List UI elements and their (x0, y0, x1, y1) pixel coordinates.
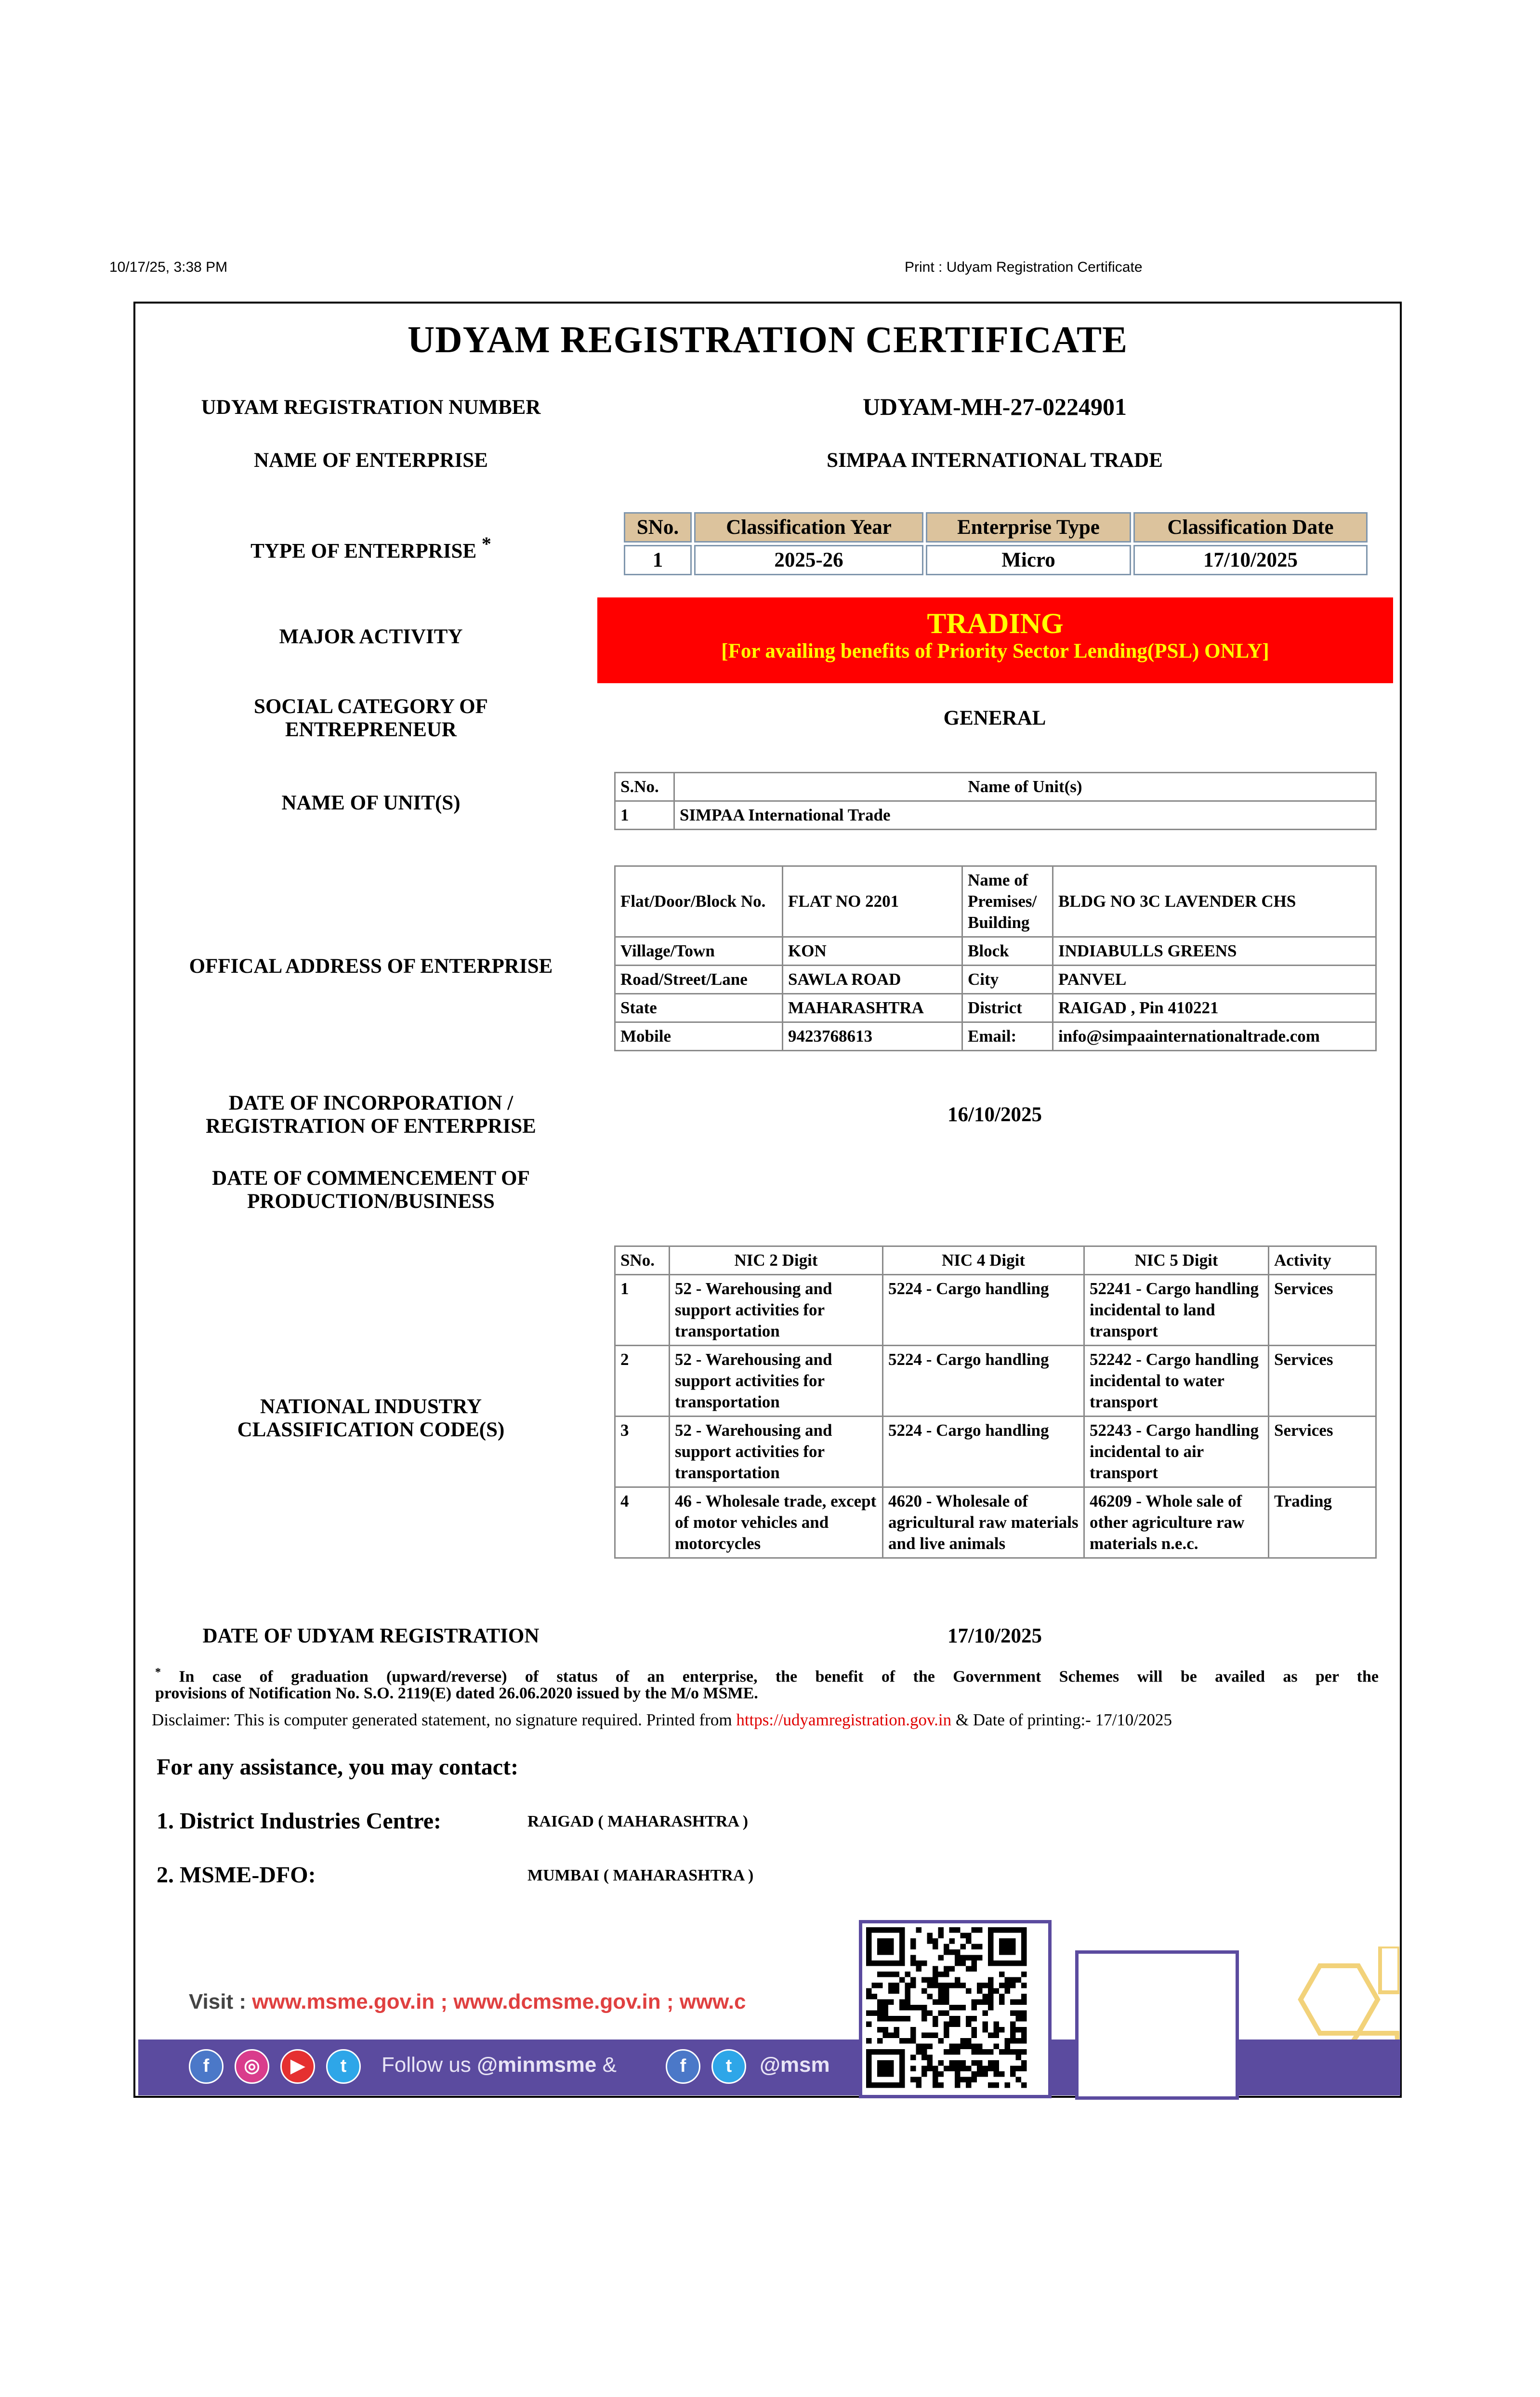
nic-cell: Trading (1269, 1487, 1376, 1558)
nic-cell: 3 (615, 1417, 670, 1487)
nic-cell: 5224 - Cargo handling (883, 1346, 1084, 1417)
major-activity-note: [For availing benefits of Priority Sector Lending(PSL) ONLY] (721, 640, 1269, 662)
nic-cell: 52243 - Cargo handling incidental to air transport (1084, 1417, 1269, 1487)
nic-cell: 4 (615, 1487, 670, 1558)
addr-premises-label: Name of Premises/ Building (962, 866, 1053, 937)
social-category-label (145, 695, 597, 742)
nic-cell: 5224 - Cargo handling (883, 1275, 1084, 1346)
address-table (614, 865, 1377, 1051)
enterprise-type-label: TYPE OF ENTERPRISE * (250, 533, 491, 563)
addr-flat-label: Flat/Door/Block No. (615, 866, 783, 937)
addr-district-label: District (962, 994, 1053, 1022)
type-header-type: Enterprise Type (926, 512, 1131, 543)
nic-header-sno: SNo. (615, 1246, 670, 1275)
nic-header-2digit: NIC 2 Digit (670, 1246, 883, 1275)
qr-code (859, 1920, 1052, 2098)
nic-cell: 52241 - Cargo handling incidental to land transport (1084, 1275, 1269, 1346)
units-header-name: Name of Unit(s) (674, 773, 1376, 801)
units-header-sno: S.No. (615, 773, 674, 801)
disclaimer-link[interactable]: https://udyamregistration.gov.in (736, 1710, 952, 1729)
addr-road-value: SAWLA ROAD (783, 966, 962, 994)
nic-header-5digit: NIC 5 Digit (1084, 1246, 1269, 1275)
type-cell-year: 2025-26 (694, 545, 923, 575)
print-datetime: 10/17/25, 3:38 PM (109, 259, 228, 275)
dic-label: 1. District Industries Centre: (157, 1808, 442, 1834)
addr-city-label: City (962, 966, 1053, 994)
type-cell-sno: 1 (624, 545, 692, 575)
addr-state-label: State (615, 994, 783, 1022)
twitter-icon[interactable]: t (326, 2049, 361, 2084)
youtube-icon[interactable]: ▶ (280, 2049, 315, 2084)
nic-cell: 4620 - Wholesale of agricultural raw materials and live animals (883, 1487, 1084, 1558)
type-header-date: Classification Date (1133, 512, 1368, 543)
units-label: NAME OF UNIT(S) (281, 792, 461, 814)
addr-email-label: Email: (962, 1022, 1053, 1051)
type-cell-type: Micro (926, 545, 1131, 575)
nic-cell: Services (1269, 1346, 1376, 1417)
commencement-label (145, 1167, 597, 1213)
udyam-date-value: 17/10/2025 (948, 1625, 1042, 1647)
nic-cell: 52 - Warehousing and support activities for transportation (670, 1275, 883, 1346)
certificate-title: UDYAM REGISTRATION CERTIFICATE (407, 318, 1128, 360)
handle-amp: & (602, 2053, 617, 2077)
addr-block-value: INDIABULLS GREENS (1053, 937, 1376, 966)
footnote-text1: In case of graduation (upward/reverse) of status of an enterprise, the benefit of the Government Schemes will be availed as per the (179, 1668, 1379, 1686)
enterprise-type-table (621, 510, 1370, 578)
addr-block-label: Block (962, 937, 1053, 966)
addr-premises-value: BLDG NO 3C LAVENDER CHS (1053, 866, 1376, 937)
handle-msm[interactable]: @msm (760, 2053, 830, 2077)
nic-label-line1: NATIONAL INDUSTRY (260, 1395, 482, 1418)
handle-minmsme[interactable]: @minmsme (477, 2053, 597, 2077)
asterisk-mark: * (481, 533, 491, 555)
nic-cell: 46 - Wholesale trade, except of motor vehicles and motorcycles (670, 1487, 883, 1558)
commence-label-line1: DATE OF COMMENCEMENT OF (212, 1167, 530, 1190)
nic-label (145, 1395, 597, 1442)
blank-box (1075, 1950, 1239, 2100)
print-title: Print : Udyam Registration Certificate (905, 259, 1143, 275)
addr-flat-value: FLAT NO 2201 (783, 866, 962, 937)
disclaimer (152, 1710, 1172, 1730)
footnote-mark: * (155, 1666, 161, 1679)
addr-district-value: RAIGAD , Pin 410221 (1053, 994, 1376, 1022)
major-activity-value: TRADING (927, 608, 1064, 639)
enterprise-name-value: SIMPAA INTERNATIONAL TRADE (827, 449, 1163, 472)
incorp-label-line2: REGISTRATION OF ENTERPRISE (206, 1115, 536, 1138)
type-header-year: Classification Year (694, 512, 923, 543)
visit-links[interactable]: www.msme.gov.in ; www.dcmsme.gov.in ; www.c (252, 1990, 746, 2013)
reg-number-label: UDYAM REGISTRATION NUMBER (201, 396, 541, 419)
footnote-line2: provisions of Notification No. S.O. 2119(E) dated 26.06.2020 issued by the M/o MSME. (155, 1684, 758, 1702)
nic-cell: 2 (615, 1346, 670, 1417)
facebook-icon-2[interactable]: f (666, 2049, 700, 2084)
disclaimer-prefix: Disclaimer: This is computer generated statement, no signature required. Printed from (152, 1710, 737, 1729)
social-category-value: GENERAL (943, 707, 1046, 729)
table-row (615, 1417, 1376, 1487)
reg-number-value: UDYAM-MH-27-0224901 (862, 393, 1127, 420)
table-row (615, 1275, 1376, 1346)
visit-line (189, 1990, 746, 2014)
nic-cell: Services (1269, 1275, 1376, 1346)
addr-village-label: Village/Town (615, 937, 783, 966)
instagram-icon[interactable]: ◎ (235, 2049, 269, 2084)
units-table (614, 772, 1377, 830)
addr-city-value: PANVEL (1053, 966, 1376, 994)
nic-cell: 52 - Warehousing and support activities for transportation (670, 1417, 883, 1487)
dfo-value: MUMBAI ( MAHARASHTRA ) (527, 1867, 754, 1884)
units-cell-name: SIMPAA International Trade (674, 801, 1376, 830)
addr-mobile-label: Mobile (615, 1022, 783, 1051)
follow-text (382, 2053, 617, 2077)
major-activity-label: MAJOR ACTIVITY (279, 625, 463, 648)
twitter-icon-2[interactable]: t (711, 2049, 746, 2084)
nic-cell: 52 - Warehousing and support activities for transportation (670, 1346, 883, 1417)
incorp-label-line1: DATE OF INCORPORATION / (228, 1092, 513, 1114)
table-row (615, 1346, 1376, 1417)
udyam-date-label: DATE OF UDYAM REGISTRATION (202, 1625, 540, 1647)
nic-table (614, 1245, 1377, 1559)
visit-label: Visit : (189, 1990, 247, 2013)
nic-cell: 46209 - Whole sale of other agriculture raw materials n.e.c. (1084, 1487, 1269, 1558)
social-label-line1: SOCIAL CATEGORY OF (254, 695, 488, 718)
table-row (615, 1487, 1376, 1558)
facebook-icon[interactable]: f (189, 2049, 224, 2084)
nic-cell: Services (1269, 1417, 1376, 1487)
social-label-line2: ENTREPRENEUR (285, 718, 457, 741)
type-cell-date: 17/10/2025 (1133, 545, 1368, 575)
addr-state-value: MAHARASHTRA (783, 994, 962, 1022)
qr-code-icon (866, 1927, 1044, 2091)
contact-heading: For any assistance, you may contact: (157, 1754, 519, 1780)
commence-label-line2: PRODUCTION/BUSINESS (247, 1190, 495, 1213)
addr-village-value: KON (783, 937, 962, 966)
nic-cell: 5224 - Cargo handling (883, 1417, 1084, 1487)
units-cell-sno: 1 (615, 801, 674, 830)
addr-road-label: Road/Street/Lane (615, 966, 783, 994)
enterprise-name-label: NAME OF ENTERPRISE (254, 449, 488, 472)
dic-value: RAIGAD ( MAHARASHTRA ) (527, 1813, 749, 1830)
nic-label-line2: CLASSIFICATION CODE(S) (237, 1418, 505, 1441)
incorporation-label (145, 1092, 597, 1138)
type-header-sno: SNo. (624, 512, 692, 543)
follow-label: Follow us (382, 2053, 471, 2077)
address-label: OFFICAL ADDRESS OF ENTERPRISE (189, 955, 553, 978)
nic-header-activity: Activity (1269, 1246, 1376, 1275)
addr-email-value: info@simpaainternationaltrade.com (1053, 1022, 1376, 1051)
nic-cell: 1 (615, 1275, 670, 1346)
major-activity-banner (597, 597, 1393, 683)
disclaimer-suffix: & Date of printing:- 17/10/2025 (951, 1710, 1172, 1729)
nic-header-4digit: NIC 4 Digit (883, 1246, 1084, 1275)
dfo-label: 2. MSME-DFO: (157, 1862, 316, 1888)
nic-cell: 52242 - Cargo handling incidental to water transport (1084, 1346, 1269, 1417)
addr-mobile-value: 9423768613 (783, 1022, 962, 1051)
incorporation-value: 16/10/2025 (948, 1103, 1042, 1126)
